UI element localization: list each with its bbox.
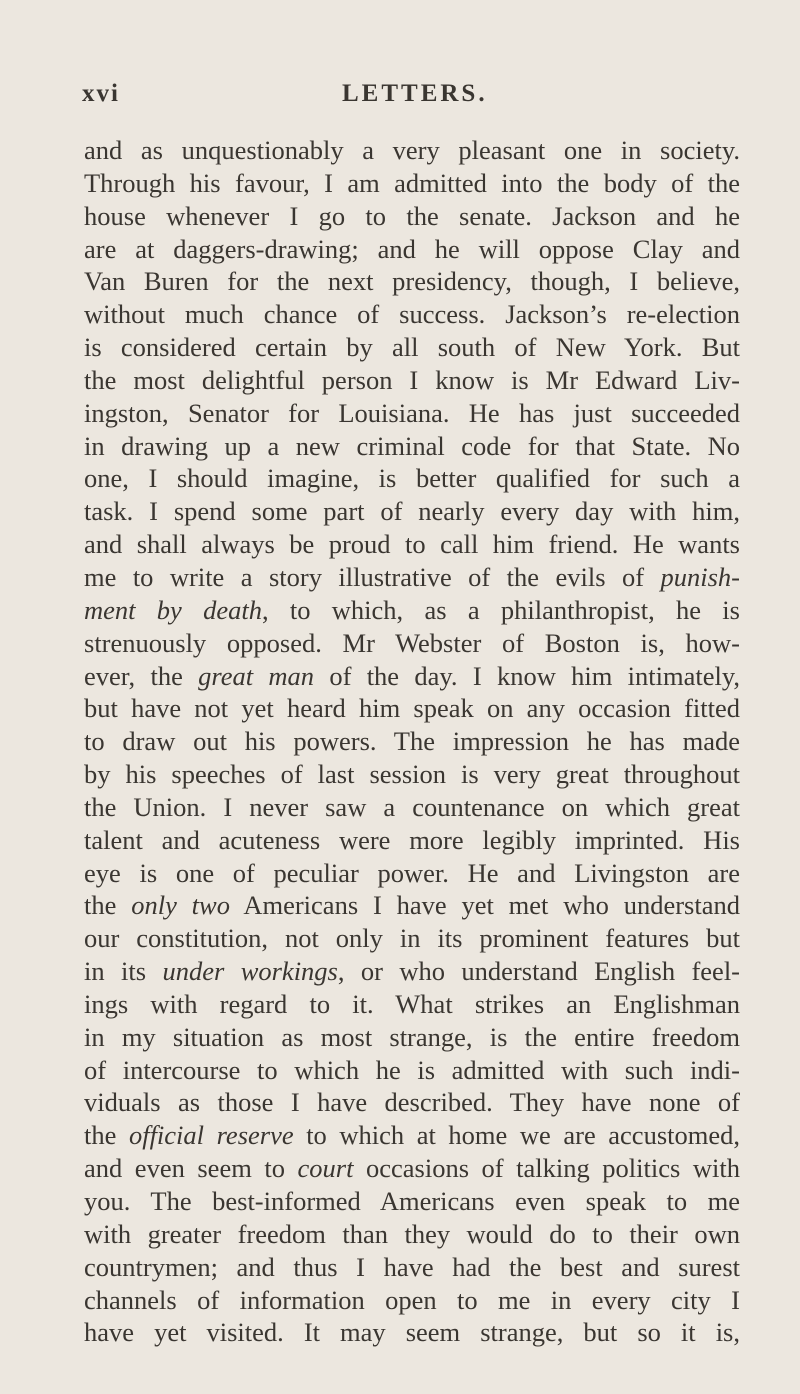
running-head [82, 80, 715, 120]
text-line: to draw out his powers. The impression he has made [84, 726, 740, 757]
text-line: ings with regard to it. What strikes an Englishman [84, 988, 740, 1019]
text-line: and as unquestionably a very pleasant one in society. [84, 135, 740, 165]
running-title: LETTERS. [342, 80, 488, 107]
text-line: eye is one of peculiar power. He and Livingston are [84, 857, 740, 888]
text-line: strenuously opposed. Mr Webster of Boston is, how- [84, 627, 740, 658]
text-line: in my situation as most strange, is the entire freedom [84, 1021, 740, 1052]
text-line: the Union. I never saw a countenance on which great [84, 791, 740, 822]
text-line: channels of information open to me in every city I [84, 1284, 740, 1315]
text-line: and shall always be proud to call him friend. He wants [84, 529, 740, 560]
text-line: are at daggers-drawing; and he will oppose Clay and [84, 233, 740, 264]
text-line: have yet visited. It may seem strange, but so it is, [84, 1317, 740, 1348]
text-line: viduals as those I have described. They have none of [84, 1087, 740, 1118]
text-line: is considered certain by all south of New York. But [84, 332, 740, 363]
text-line: ment by death, to which, as a philanthropist, he is [84, 594, 740, 625]
text-line: with greater freedom than they would do to their own [84, 1218, 740, 1249]
text-line: and even seem to court occasions of talking politics with [84, 1153, 740, 1184]
text-line: of intercourse to which he is admitted with such indi- [84, 1054, 740, 1085]
text-line: but have not yet heard him speak on any occasion fitted [84, 693, 740, 724]
text-line: house whenever I go to the senate. Jackson and he [84, 200, 740, 231]
page-number: xvi [82, 80, 120, 107]
text-line: ingston, Senator for Louisiana. He has just succeeded [84, 397, 740, 428]
text-line: countrymen; and thus I have had the best and surest [84, 1251, 740, 1282]
text-line: the official reserve to which at home we are accustomed, [84, 1120, 740, 1151]
text-line: Through his favour, I am admitted into the body of the [84, 167, 740, 198]
text-line: the only two Americans I have yet met who understand [84, 890, 740, 921]
text-line: without much chance of success. Jackson’s re-election [84, 299, 740, 330]
text-line: in drawing up a new criminal code for that State. No [84, 430, 740, 461]
text-line: you. The best-informed Americans even speak to me [84, 1186, 740, 1216]
body-text [84, 134, 740, 1349]
text-line: by his speeches of last session is very great throughout [84, 759, 740, 790]
text-line: ever, the great man of the day. I know him intimately, [84, 660, 740, 691]
text-line: Van Buren for the next presidency, though, I believe, [84, 266, 740, 297]
text-line: one, I should imagine, is better qualified for such a [84, 463, 740, 494]
text-line: me to write a story illustrative of the evils of punish- [84, 561, 740, 592]
text-line: in its under workings, or who understand English feel- [84, 956, 740, 987]
text-line: talent and acuteness were more legibly imprinted. His [84, 824, 740, 855]
text-line: task. I spend some part of nearly every day with him, [84, 496, 740, 527]
text-line: the most delightful person I know is Mr Edward Liv- [84, 364, 740, 395]
text-line: our constitution, not only in its prominent features but [84, 923, 740, 954]
